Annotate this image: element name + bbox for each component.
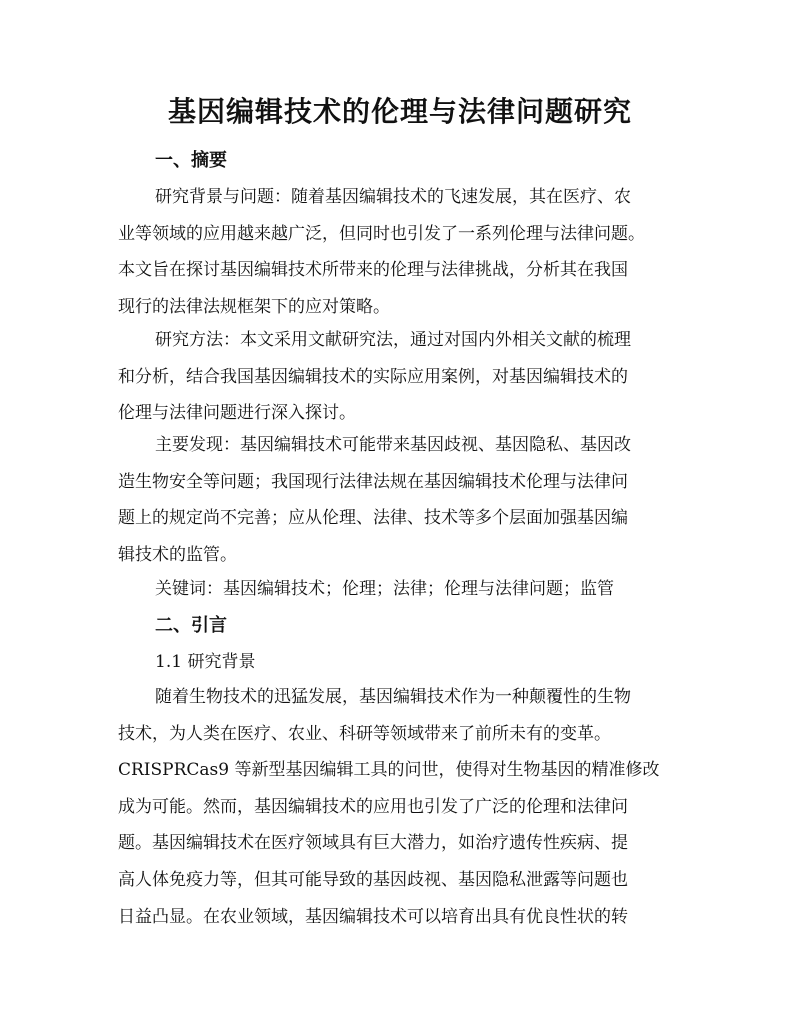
abstract-methods-paragraph bbox=[118, 322, 686, 432]
paragraph-line: 题。基因编辑技术在医疗领域具有巨大潜力，如治疗遗传性疾病、提 bbox=[118, 833, 628, 854]
paragraph-line: 辑技术的监管。 bbox=[118, 544, 237, 565]
paragraph-line: 随着生物技术的迅猛发展，基因编辑技术作为一种颠覆性的生物 bbox=[155, 687, 631, 707]
paragraph-line: 题上的规定尚不完善；应从伦理、法律、技术等多个层面加强基因编 bbox=[118, 508, 628, 529]
paragraph-line: 研究方法：本文采用文献研究法，通过对国内外相关文献的梳理 bbox=[155, 330, 631, 350]
abstract-findings-paragraph bbox=[118, 427, 686, 573]
keywords-line: 关键词：基因编辑技术；伦理；法律；伦理与法律问题；监管 bbox=[155, 579, 614, 599]
abstract-heading: 一、摘要 bbox=[155, 150, 227, 171]
intro-subheading: 1.1 研究背景 bbox=[155, 652, 256, 672]
paragraph-line: 主要发现：基因编辑技术可能带来基因歧视、基因隐私、基因改 bbox=[155, 435, 631, 455]
intro-background-paragraph bbox=[118, 679, 686, 935]
abstract-background-paragraph bbox=[118, 179, 686, 325]
paragraph-line: 造生物安全等问题；我国现行法律法规在基因编辑技术伦理与法律问 bbox=[118, 471, 628, 492]
paragraph-line: 高人体免疫力等，但其可能导致的基因歧视、基因隐私泄露等问题也 bbox=[118, 869, 628, 890]
paragraph-line: 成为可能。然而，基因编辑技术的应用也引发了广泛的伦理和法律问 bbox=[118, 796, 628, 817]
document-title: 基因编辑技术的伦理与法律问题研究 bbox=[167, 95, 632, 128]
paragraph-line: 业等领域的应用越来越广泛，但同时也引发了一系列伦理与法律问题。 bbox=[118, 223, 645, 244]
paragraph-line: 本文旨在探讨基因编辑技术所带来的伦理与法律挑战，分析其在我国 bbox=[118, 260, 628, 281]
paragraph-line: 现行的法律法规框架下的应对策略。 bbox=[118, 296, 390, 317]
paragraph-line: 伦理与法律问题进行深入探讨。 bbox=[118, 403, 356, 424]
paragraph-line: 技术，为人类在医疗、农业、科研等领域带来了前所未有的变革。 bbox=[118, 723, 611, 744]
paragraph-line: 研究背景与问题：随着基因编辑技术的飞速发展，其在医疗、农 bbox=[155, 187, 631, 207]
paragraph-line: 和分析，结合我国基因编辑技术的实际应用案例，对基因编辑技术的 bbox=[118, 366, 628, 387]
intro-heading: 二、引言 bbox=[155, 615, 227, 636]
paragraph-line: 日益凸显。在农业领域，基因编辑技术可以培育出具有优良性状的转 bbox=[118, 906, 628, 927]
paragraph-line: CRISPRCas9 等新型基因编辑工具的问世，使得对生物基因的精准修改 bbox=[118, 760, 660, 781]
